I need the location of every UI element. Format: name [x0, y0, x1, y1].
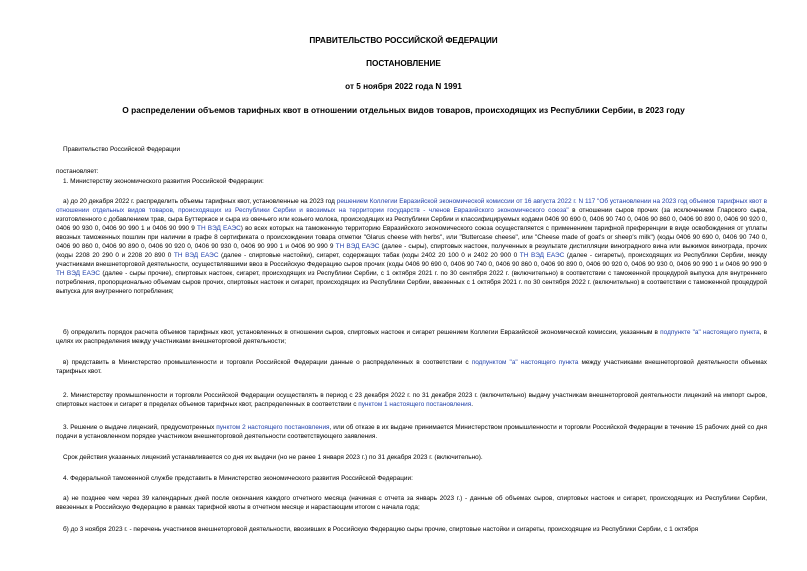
link-tn-ved[interactable]: ТН ВЭД ЕАЭС [197, 225, 241, 232]
intro-line: Правительство Российской Федерации [63, 146, 181, 153]
license-term: Срок действия указанных лицензий устанавливается со дня их выдачи (но не ранее 1 января 2023 г.) по 31 декабря 2023 г. (включительно). [63, 454, 483, 461]
item-1: 1. Министерству экономического развития Российской Федерации: [63, 178, 264, 185]
item-4: 4. Федеральной таможенной службе представить в Министерство экономического развития Российской Федерации: [63, 475, 413, 482]
item-4a: а) не позднее чем через 39 календарных дней после окончания каждого отчетного месяца (начиная с отчета за январь 2023 г.) - данные об объемах сыров, спиртовых настоек и сигарет, происходящих из Республики Сербии, ввезенных в Российскую Федерацию в рамках тарифной квоты в отчетном месяце и нарастающим итогом с начала года; [56, 495, 767, 511]
document-type: ПОСТАНОВЛЕНИЕ [366, 59, 441, 68]
link-item-1[interactable]: пунктом 1 настоящего постановления [358, 401, 472, 408]
link-tn-ved[interactable]: ТН ВЭД ЕАЭС [173, 252, 219, 259]
document-date-number: от 5 ноября 2022 года N 1991 [345, 82, 462, 91]
link-tn-ved[interactable]: ТН ВЭД ЕАЭС [56, 270, 101, 277]
document-title: О распределении объемов тарифных квот в отношении отдельных видов товаров, происходящих из Республики Сербии, в 2023 году [122, 105, 685, 115]
item-3: 3. Решение о выдаче лицензий, предусмотренных пунктом 2 настоящего постановления, или об отказе в их выдаче принимается Министерством промышленности и торговли Российской Федерации в течение 15 рабочих дней со дня подачи в установленном порядке участником внешнеторговой деятельности соответствующего заявления. [56, 424, 767, 440]
link-item-2[interactable]: пунктом 2 настоящего постановления [216, 424, 330, 431]
government-heading: ПРАВИТЕЛЬСТВО РОССИЙСКОЙ ФЕДЕРАЦИИ [309, 36, 498, 45]
item-1v: в) представить в Министерство промышленности и торговли Российской Федерации данные о распределенных в соответствии с подпунктом "а" настоящего пункта между участниками внешнеторговой деятельности объемах тарифных квот. [56, 359, 767, 375]
link-subitem-a[interactable]: подпункте "а" настоящего пункта [660, 329, 760, 336]
item-4b: б) до 3 ноября 2023 г. - перечень участников внешнеторговой деятельности, ввозивших в Российскую Федерацию сыры прочие, спиртовые настойки и сигареты, происходящие из Республики Сербии, с 1 октября [63, 526, 699, 533]
link-subitem-a[interactable]: подпунктом "а" настоящего пункта [471, 359, 579, 366]
item-2: 2. Министерству промышленности и торговли Российской Федерации осуществлять в период с 23 декабря 2022 г. по 31 декабря 2023 г. (включительно) выдачу участникам внешнеторговой деятельности лицензий на импорт сыров, спиртовых настоек и сигарет в пределах объемов тарифных квот, распределенных в соответствии с пунктом 1 настоящего постановления. [56, 392, 767, 408]
link-eec-decision-117[interactable]: решением Коллегии Евразийской экономической комиссии от 16 августа 2022 г. N 117 "Об установлении на 2023 год объемов тарифных квот в отношении отдельных видов товаров, происходящих из Республики Сербии и ввозимых на территории государств - членов Евразийского экономического союза" [56, 198, 767, 214]
item-1a: а) до 20 декабря 2022 г. распределить объемы тарифных квот, установленные на 2023 год решением Коллегии Евразийской экономической комиссии от 16 августа 2022 г. N 117 "Об установлении на 2023 год объемов тарифных квот в отношении отдельных видов товаров, происходящих из Республики Сербии и ввозимых на территории государств - членов Евразийского экономического союза" в отношении сыров прочих (за исключением Гларского сыра, изготовленного с добавлением трав, сыра Буттеркасе и сыра из овечьего или козьего молока, происходящих из Республики Сербии и классифицируемых кодами 0406 90 690 0, 0406 90 740 0, 0406 90 860 0, 0406 90 890 0, 0406 90 920 0, 0406 90 930 0, 0406 90 990 1 и 0406 90 990 9 ТН ВЭД ЕАЭС) во всех которых на таможенную территорию Евразийского экономического союза осуществляется с применением тарифной преференции в виде освобождения от уплаты ввозных таможенных пошлин при наличии в графе 8 сертификата о происхождении товара отметки "Glarus cheese with herbs", или "Buttercase cheese", или "Cheese made of goat's or sheep's milk") (коды 0406 90 690 0, 0406 90 740 0, 0406 90 860 0, 0406 90 890 0, 0406 90 920 0, 0406 90 930 0, 0406 90 990 1 и 0406 90 990 9 ТН ВЭД ЕАЭС (далее - сыры), спиртовых настоек, полученных в результате дистилляции виноградного вина или выжимок винограда, прочих (коды 2208 20 290 0 и 2208 20 890 0 ТН ВЭД ЕАЭС (далее - спиртовые настойки), сигарет, содержащих табак (коды 2402 20 100 0 и 2402 20 900 0 ТН ВЭД ЕАЭС (далее - сигареты), происходящих из Республики Сербии, между участниками внешнеторговой деятельности, осуществлявшими ввоз в Российскую Федерацию сыров прочих (коды 0406 90 690 0, 0406 90 740 0, 0406 90 860 0, 0406 90 890 0, 0406 90 920 0, 0406 90 930 0, 0406 90 990 1 и 0406 90 990 9 ТН ВЭД ЕАЭС (далее - сыры прочие), спиртовых настоек, сигарет, происходящих из Республики Сербии, с 1 октября 2021 г. по 30 сентября 2022 г. (включительно) в соответствии с таможенной процедурой выпуска для внутреннего потребления, пропорционально объемам сыров прочих, спиртовых настоек и сигарет, происходящих из Республики Сербии, ввезенных с 1 октября 2021 г. по 30 сентября 2022 г. (включительно) в соответствии с таможенной процедурой выпуска для внутреннего потребления; [56, 198, 768, 295]
link-tn-ved[interactable]: ТН ВЭД ЕАЭС [519, 252, 565, 259]
resolves-line: постановляет: [56, 168, 99, 175]
item-1b: б) определить порядок расчета объемов тарифных квот, установленных в отношении сыров, спиртовых настоек и сигарет решением Коллегии Евразийской экономической комиссии, указанным в подпункте "а" настоящего пункта, в целях их распределения между участниками внешнеторговой деятельности; [56, 329, 767, 345]
link-tn-ved[interactable]: ТН ВЭД ЕАЭС [335, 243, 380, 250]
